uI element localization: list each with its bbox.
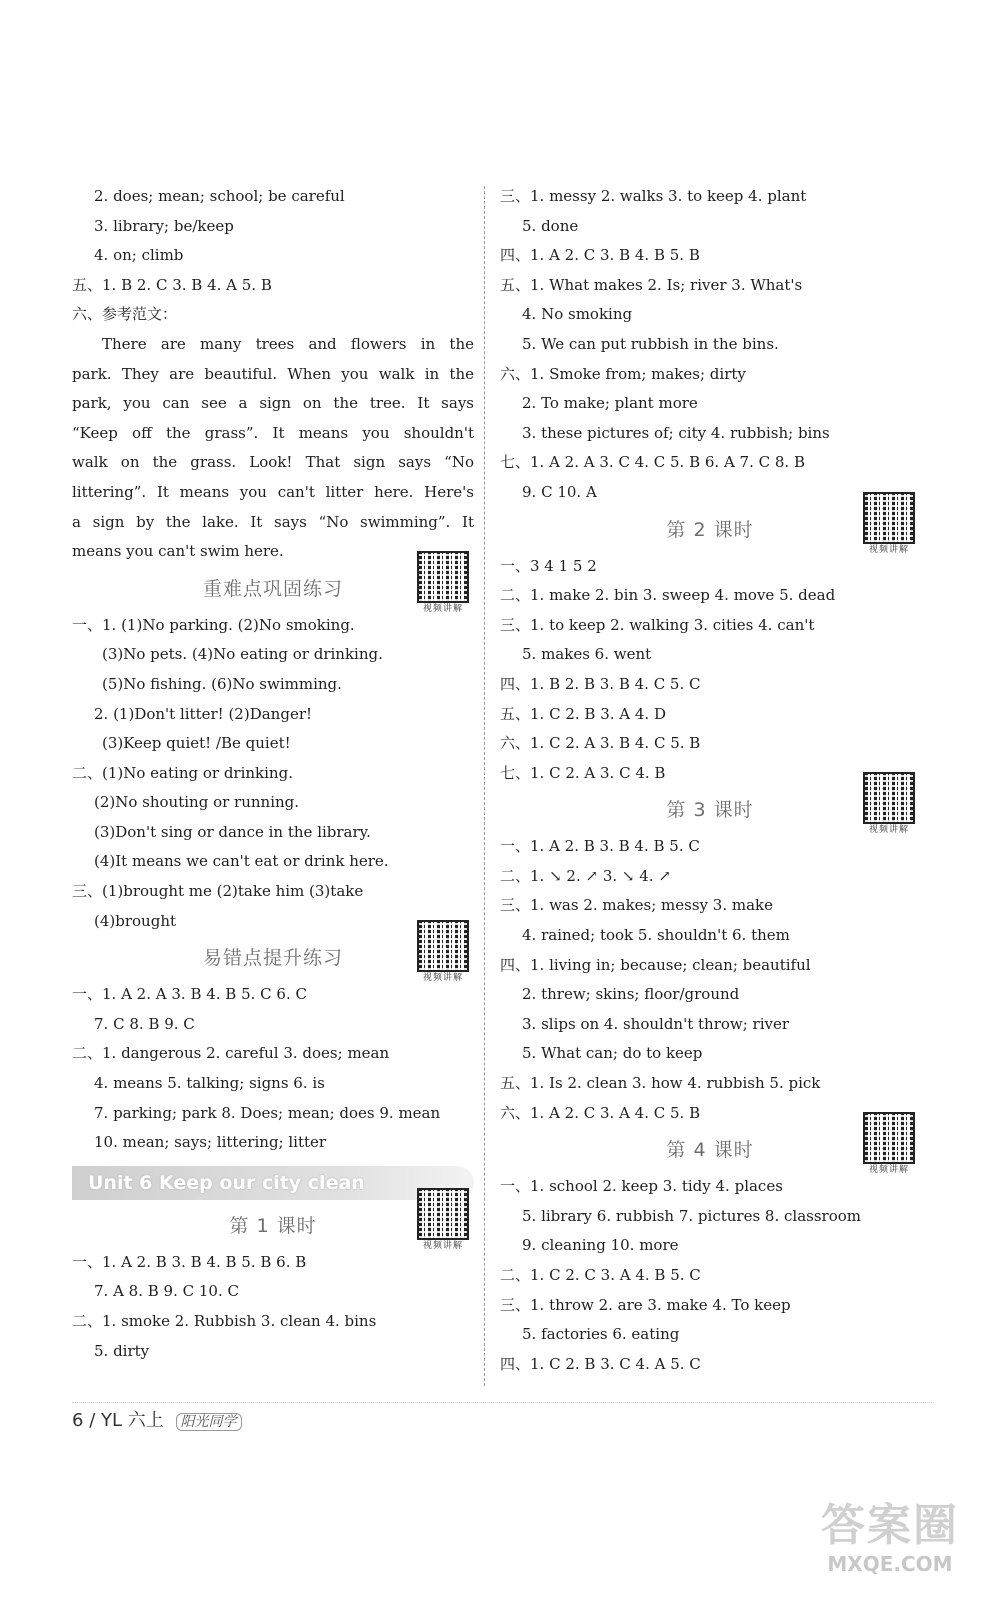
answer-block (500, 832, 920, 1128)
answer-line: 五、1. What makes 2. Is; river 3. What's (500, 275, 803, 294)
answer-line: 4. on; climb (94, 246, 184, 265)
essay-line: There are many trees and flowers in the (102, 334, 474, 353)
answer-line: 7. A 8. B 9. C 10. C (94, 1282, 239, 1301)
answer-line: (5)No fishing. (6)No swimming. (102, 674, 342, 693)
answer-block (72, 182, 474, 271)
essay-line: a sign by the lake. It says “No swimming”. It (72, 512, 474, 531)
watermark-logo: 答案圈 MXQE.COM (821, 1500, 959, 1576)
answer-line: 3. slips on 4. shouldn't throw; river (522, 1014, 790, 1033)
answer-block (500, 552, 920, 789)
answer-line: (4)It means we can't eat or drink here. (94, 852, 389, 871)
essay-line: park, you can see a sign on the tree. It says (72, 394, 474, 413)
answer-line: 三、1. to keep 2. walking 3. cities 4. can't (500, 615, 815, 634)
answer-line: (3)Keep quiet! /Be quiet! (102, 734, 291, 753)
answer-line: 3. these pictures of; city 4. rubbish; bins (522, 423, 830, 442)
grade-label: 六上 (127, 1410, 164, 1431)
model-essay (72, 330, 474, 567)
answer-line: 10. mean; says; littering; litter (94, 1133, 327, 1152)
answer-line: 5. library 6. rubbish 7. pictures 8. classroom (522, 1206, 861, 1225)
answer-line: 六、1. Smoke from; makes; dirty (500, 364, 746, 383)
answer-line: (4)brought (94, 911, 177, 930)
section-heading: 易错点提升练习 视频讲解 (72, 936, 474, 980)
qr-code[interactable]: 视频讲解 (416, 551, 470, 615)
answer-line: 一、1. (1)No parking. (2)No smoking. (72, 615, 355, 634)
qr-code[interactable]: 视频讲解 (416, 920, 470, 984)
answer-line: 七、1. A 2. A 3. C 4. C 5. B 6. A 7. C 8. B (500, 453, 805, 472)
answer-line: 三、1. throw 2. are 3. make 4. To keep (500, 1295, 791, 1314)
answer-line: 五、1. Is 2. clean 3. how 4. rubbish 5. pick (500, 1074, 821, 1093)
answer-line: 四、1. living in; because; clean; beautiful (500, 955, 811, 974)
answer-line: 5. done (522, 216, 579, 235)
answer-line: 5. What can; do to keep (522, 1044, 703, 1063)
brand-logo: 阳光同学 (176, 1413, 242, 1431)
answer-block (72, 980, 474, 1158)
answer-line: 2. threw; skins; floor/ground (522, 985, 740, 1004)
qr-code-icon (863, 772, 915, 824)
answer-line: 二、1. make 2. bin 3. sweep 4. move 5. dead (500, 586, 836, 605)
right-column (500, 182, 920, 1379)
answer-block (72, 611, 474, 937)
column-divider (484, 186, 485, 1386)
answer-line: 四、1. B 2. B 3. B 4. C 5. C (500, 674, 701, 693)
answer-line: 2. To make; plant more (522, 394, 698, 413)
answer-line: 9. C 10. A (522, 482, 597, 501)
answer-line: 六、1. C 2. A 3. B 4. C 5. B (500, 734, 701, 753)
answer-line: 二、1. smoke 2. Rubbish 3. clean 4. bins (72, 1312, 377, 1330)
answer-line: 2. does; mean; school; be careful (94, 187, 345, 205)
answer-line: 一、3 4 1 5 2 (500, 556, 597, 575)
answer-line: 三、1. messy 2. walks 3. to keep 4. plant (500, 187, 807, 205)
answer-line: 五、1. B 2. C 3. B 4. A 5. B (72, 275, 272, 294)
essay-line: littering”. It means you can't litter here. Here's (72, 482, 474, 501)
section-heading: 第 3 课时 视频讲解 (500, 788, 920, 832)
answer-line: 4. means 5. talking; signs 6. is (94, 1074, 325, 1093)
answer-block (500, 1172, 920, 1379)
answer-line: (3)No pets. (4)No eating or drinking. (102, 645, 383, 664)
qr-code[interactable]: 视频讲解 (862, 492, 916, 556)
answer-line: 二、1. dangerous 2. careful 3. does; mean (72, 1044, 390, 1063)
answer-line: 4. rained; took 5. shouldn't 6. them (522, 926, 790, 945)
answer-line: 5. makes 6. went (522, 645, 652, 664)
essay-line: walk on the grass. Look! That sign says “No (72, 453, 474, 472)
page-footer: 6 / YL 六上 阳光同学 (72, 1406, 242, 1432)
qr-code[interactable]: 视频讲解 (416, 1188, 470, 1252)
unit-banner: Unit 6 Keep our city clean (72, 1166, 474, 1200)
essay-line: means you can't swim here. (72, 542, 284, 561)
qr-code-icon (417, 551, 469, 603)
answer-line: 5. dirty (94, 1341, 150, 1360)
essay-line: park. They are beautiful. When you walk in the (72, 364, 474, 383)
qr-code-icon (417, 1188, 469, 1240)
answer-line: 一、1. A 2. A 3. B 4. B 5. C 6. C (72, 985, 307, 1004)
answer-line: 5. factories 6. eating (522, 1325, 680, 1344)
section-heading: 重难点巩固练习 视频讲解 (72, 567, 474, 611)
answer-line: 三、1. was 2. makes; messy 3. make (500, 896, 774, 915)
footer-rule (72, 1402, 932, 1403)
left-column (72, 182, 474, 1366)
series-code: YL (101, 1410, 123, 1431)
answer-line: 3. library; be/keep (94, 216, 234, 235)
answer-line: 7. C 8. B 9. C (94, 1014, 195, 1033)
answer-line: 一、1. school 2. keep 3. tidy 4. places (500, 1177, 783, 1196)
section-heading: 第 1 课时 视频讲解 (72, 1204, 474, 1248)
answer-line: 二、1. C 2. C 3. A 4. B 5. C (500, 1266, 701, 1284)
essay-line: “Keep off the grass”. It means you shouldn't (72, 423, 474, 442)
answer-line: 一、1. A 2. B 3. B 4. B 5. C (500, 837, 700, 856)
qr-code[interactable]: 视频讲解 (862, 772, 916, 836)
answer-line: 7. parking; park 8. Does; mean; does 9. mean (94, 1103, 441, 1122)
answer-block (500, 182, 920, 508)
answer-line: 七、1. C 2. A 3. C 4. B (500, 763, 666, 782)
answer-line: 四、1. C 2. B 3. C 4. A 5. C (500, 1354, 701, 1373)
answer-line: 一、1. A 2. B 3. B 4. B 5. B 6. B (72, 1252, 307, 1271)
answer-line: 5. We can put rubbish in the bins. (522, 334, 779, 353)
answer-line: 4. No smoking (522, 305, 633, 324)
answer-line: 二、(1)No eating or drinking. (72, 763, 293, 782)
answer-line: 二、1. ↘ 2. ↗ 3. ↘ 4. ↗ (500, 866, 671, 885)
answer-line: 2. (1)Don't litter! (2)Danger! (94, 704, 313, 723)
page-number: 6 (72, 1410, 84, 1431)
answer-line: 六、参考范文： (72, 305, 178, 324)
answer-line: 9. cleaning 10. more (522, 1236, 679, 1255)
answer-line: 三、(1)brought me (2)take him (3)take (72, 882, 364, 901)
qr-code[interactable]: 视频讲解 (862, 1112, 916, 1176)
section-heading: 第 4 课时 视频讲解 (500, 1128, 920, 1172)
answer-block (72, 1248, 474, 1366)
qr-code-icon (863, 1112, 915, 1164)
section-heading: 第 2 课时 视频讲解 (500, 508, 920, 552)
answer-line: 四、1. A 2. C 3. B 4. B 5. B (500, 246, 700, 265)
answer-line: (3)Don't sing or dance in the library. (94, 822, 371, 841)
answer-line: 五、1. C 2. B 3. A 4. D (500, 704, 666, 723)
qr-code-icon (417, 920, 469, 972)
qr-code-icon (863, 492, 915, 544)
answer-line: (2)No shouting or running. (94, 793, 300, 812)
answer-line: 六、1. A 2. C 3. A 4. C 5. B (500, 1103, 701, 1122)
